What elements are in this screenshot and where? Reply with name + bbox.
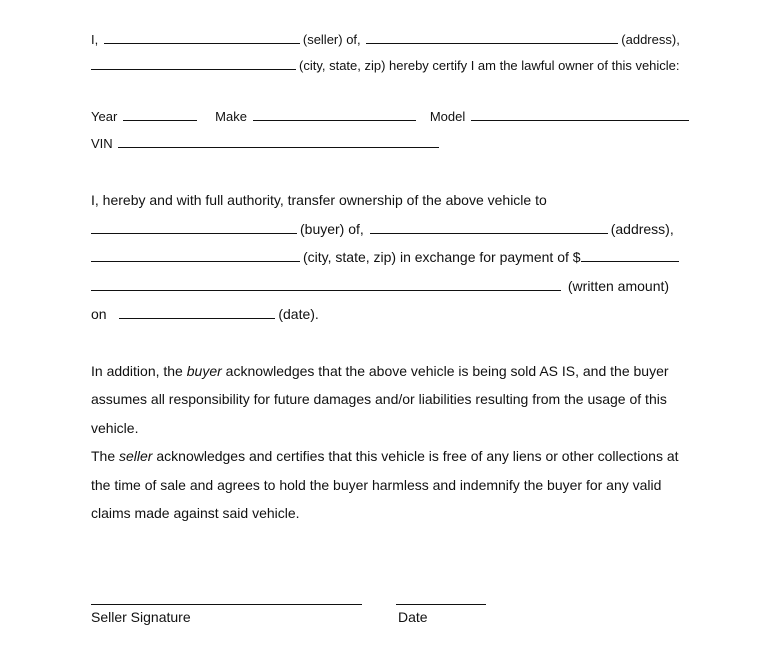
vehicle-line [91, 108, 692, 125]
signature-date-label: Date [398, 609, 428, 625]
terms-text: acknowledges that the above vehicle is being sold AS IS, and the buyer [221, 363, 669, 379]
seller-city-label: (city, state, zip) hereby certify I am the lawful owner of this vehicle: [299, 58, 680, 73]
vin-field[interactable] [118, 135, 439, 148]
terms-p2-line2: the time of sale and agrees to hold the buyer harmless and indemnify the buyer for any valid [91, 477, 662, 493]
seller-line [91, 31, 680, 48]
vin-label: VIN [91, 136, 113, 151]
year-field[interactable] [123, 108, 197, 121]
terms-text: The [91, 448, 120, 464]
buyer-city-field[interactable] [91, 249, 300, 262]
terms-p2-line1 [91, 447, 679, 465]
make-label: Make [215, 109, 247, 124]
seller-city-line [91, 57, 680, 74]
on-label: on [91, 306, 107, 322]
terms-seller-emphasis: seller [119, 448, 153, 464]
year-label: Year [91, 109, 118, 124]
terms-p1-line1 [91, 362, 669, 380]
buyer-address-field[interactable] [370, 221, 608, 234]
signature-date-field[interactable] [396, 604, 486, 605]
seller-address-field[interactable] [366, 31, 618, 44]
seller-name-field[interactable] [104, 31, 300, 44]
written-amount-label: (written amount) [567, 278, 670, 294]
buyer-address-label: (address), [610, 221, 674, 237]
model-label: Model [429, 109, 466, 124]
date-line [91, 305, 319, 323]
model-field[interactable] [471, 108, 689, 121]
seller-city-field[interactable] [91, 57, 296, 70]
terms-text: acknowledges and certifies that this vehicle is free of any liens or other collections at [152, 448, 679, 464]
make-field[interactable] [253, 108, 416, 121]
buyer-city-line [91, 248, 682, 266]
seller-signature-field[interactable] [91, 604, 362, 605]
buyer-label: (buyer) of, [300, 221, 364, 237]
written-amount-line [91, 277, 669, 295]
seller-i-prefix: I, [91, 32, 99, 47]
terms-buyer-emphasis: buyer [186, 363, 222, 379]
seller-label: (seller) of, [302, 32, 361, 47]
seller-address-label: (address), [621, 32, 680, 47]
terms-p2-line3: claims made against said vehicle. [91, 505, 300, 521]
terms-p1-line3: vehicle. [91, 420, 139, 436]
vin-line [91, 135, 442, 152]
buyer-name-field[interactable] [91, 221, 297, 234]
seller-signature-label: Seller Signature [91, 609, 191, 625]
buyer-city-label: (city, state, zip) in exchange for payment of $ [303, 249, 581, 265]
terms-p1-line2: assumes all responsibility for future damages and/or liabilities resulting from the usage of this [91, 391, 667, 407]
terms-text: In addition, the [91, 363, 187, 379]
transfer-date-field[interactable] [119, 306, 275, 319]
written-amount-field[interactable] [91, 278, 561, 291]
transfer-date-label: (date). [278, 306, 319, 322]
buyer-line [91, 220, 674, 238]
transfer-intro: I, hereby and with full authority, transfer ownership of the above vehicle to [91, 192, 547, 208]
payment-amount-field[interactable] [581, 249, 679, 262]
